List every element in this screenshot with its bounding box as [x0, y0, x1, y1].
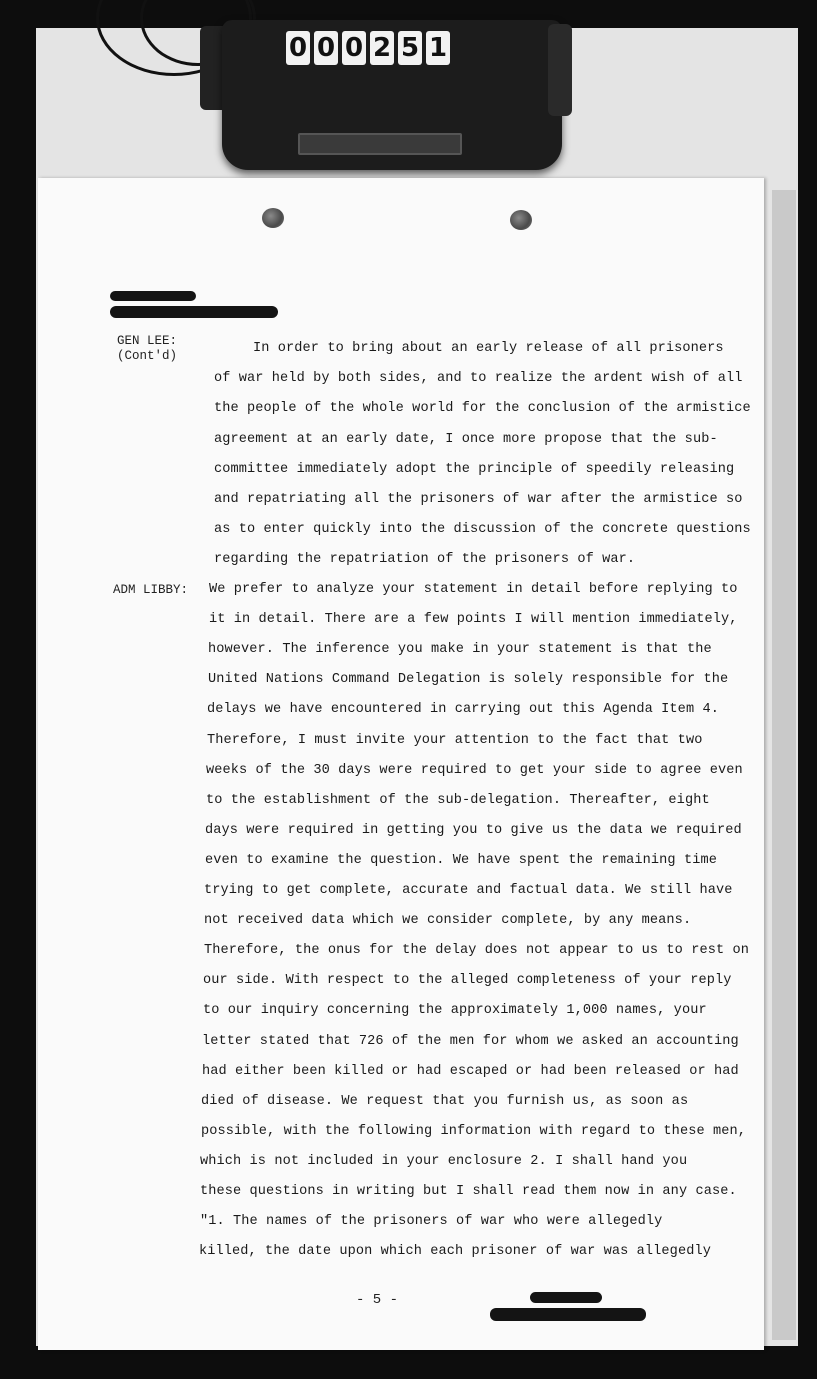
speaker-label-contd: (Cont'd) [117, 349, 178, 363]
document-page [38, 178, 764, 1350]
text-line: our side. With respect to the alleged completeness of your reply [203, 973, 732, 989]
text-line: letter stated that 726 of the men for whom we asked an accounting [202, 1033, 739, 1049]
text-line: killed, the date upon which each prisoner of war was allegedly [199, 1244, 711, 1260]
text-line: the people of the whole world for the conclusion of the armistice [214, 401, 751, 417]
punch-hole-left [262, 208, 284, 228]
text-line: it in detail. There are a few points I will mention immediately, [209, 612, 738, 628]
text-line: "1. The names of the prisoners of war who were allegedly [200, 1214, 663, 1230]
text-line: days were required in getting you to give us the data we required [205, 822, 742, 838]
counter-digit: 2 [370, 31, 394, 65]
text-line: We prefer to analyze your statement in detail before replying to [209, 582, 738, 597]
counter-digit: 0 [286, 31, 310, 65]
text-line: In order to bring about an early release of all prisoners [253, 341, 724, 356]
text-line: as to enter quickly into the discussion of the concrete questions [214, 522, 751, 538]
counter-digit: 1 [426, 31, 450, 65]
counter-digit: 5 [398, 31, 422, 65]
punch-hole-right [510, 210, 532, 230]
text-line: Therefore, the onus for the delay does not appear to us to rest on [204, 943, 749, 959]
redaction-bar [490, 1308, 646, 1321]
text-line: and repatriating all the prisoners of war after the armistice so [214, 492, 743, 507]
redaction-bar [110, 306, 278, 318]
page-number: - 5 - [356, 1292, 399, 1308]
text-line: to our inquiry concerning the approximately 1,000 names, your [203, 1003, 707, 1019]
speaker-label-gen-lee: GEN LEE: [117, 334, 178, 348]
text-line: trying to get complete, accurate and factual data. We still have [204, 883, 733, 898]
text-line: had either been killed or had escaped or had been released or had [202, 1063, 739, 1079]
speaker-label-adm-libby: ADM LIBBY: [113, 583, 189, 597]
text-line: to the establishment of the sub-delegation. Thereafter, eight [206, 792, 710, 808]
text-line: delays we have encountered in carrying out this Agenda Item 4. [207, 702, 719, 718]
text-line: regarding the repatriation of the prisoners of war. [214, 552, 636, 568]
text-line: these questions in writing but I shall read them now in any case. [200, 1184, 737, 1199]
text-line: even to examine the question. We have spent the remaining time [205, 852, 717, 868]
counter-label-plate [298, 133, 462, 155]
text-line: United Nations Command Delegation is solely responsible for the [208, 672, 729, 688]
text-line: not received data which we consider complete, by any means. [204, 913, 692, 929]
text-line: Therefore, I must invite your attention to the fact that two [207, 732, 703, 748]
text-line: committee immediately adopt the principle of speedily releasing [214, 461, 735, 477]
text-line: agreement at an early date, I once more propose that the sub- [214, 431, 718, 447]
text-line: possible, with the following information with regard to these men, [201, 1123, 746, 1139]
text-line: which is not included in your enclosure 2. I shall hand you [200, 1153, 688, 1169]
text-line: died of disease. We request that you furnish us, as soon as [201, 1093, 689, 1109]
counter-knob-right [548, 24, 572, 116]
redaction-bar [110, 291, 196, 301]
counter-digit: 0 [342, 31, 366, 65]
frame-counter-digits [286, 31, 450, 65]
text-line: of war held by both sides, and to realize the ardent wish of all [214, 371, 743, 387]
counter-digit: 0 [314, 31, 338, 65]
page-edge-shadow [772, 190, 796, 1340]
redaction-bar [530, 1292, 602, 1303]
text-line: weeks of the 30 days were required to get your side to agree even [206, 762, 743, 778]
text-line: however. The inference you make in your statement is that the [208, 642, 712, 658]
